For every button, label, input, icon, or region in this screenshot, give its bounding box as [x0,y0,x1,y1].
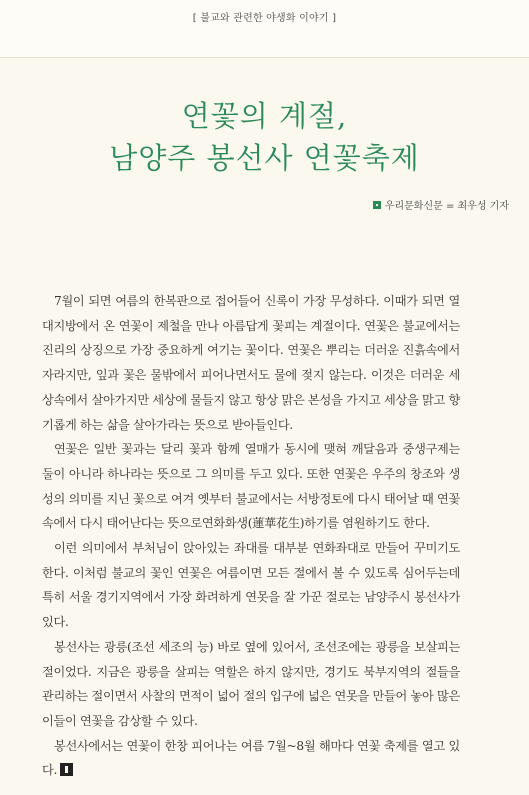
article-title-line1: 연꽃의 계절, [181,99,348,133]
paragraph-3: 이런 의미에서 부처님이 앉아있는 좌대를 대부분 연화좌대로 만들어 꾸미기도 한다. 이처럼 불교의 꽃인 연꽃은 여름이면 모든 절에서 볼 수 있도록 심어두는데 특히 서울 경기지역에서 가장 화려하게 연못을 잘 가꾼 절로는 남양주시 봉선사가 있다. [42,541,460,630]
end-of-article-icon [60,763,73,776]
paragraph-2: 연꽃은 일반 꽃과는 달리 꽃과 함께 열매가 동시에 맺혀 깨달음과 중생구제는 둘이 아니라 하나라는 뜻으로 그 의미를 두고 있다. 또한 연꽃은 우주의 창조와 생성의 의미를 지닌 꽃으로 여겨 옛부터 불교에서는 서방정토에 다시 태어날 때 연꽃 속에서 다시 태어난다는 뜻으로연화화생(蓮華花生)하기를 염원하기도 한다. [42,442,460,531]
green-square-icon [373,201,381,209]
byline [373,197,509,212]
paragraph-5-text: 봉선사에서는 연꽃이 한창 피어나는 여름 7월~8월 해마다 연꽃 축제를 열고 있다. [42,738,460,778]
article-title-line2: 남양주 봉선사 연꽃축제 [109,141,420,175]
paragraph-5 [42,734,460,783]
paragraph-1: 7월이 되면 여름의 한복판으로 접어들어 신록이 가장 무성하다. 이때가 되면 열대지방에서 온 연꽃이 제철을 만나 아름답게 꽃피는 계절이다. 연꽃은 불교에서는 진리의 상징으로 가장 중요하게 여기는 꽃이다. 연꽃은 뿌리는 더러운 진흙속에서 자라지만, 잎과 꽃은 물밖에서 피어나면서도 물에 젖지 않는다. 이것은 더러운 세상속에서 살아가지만 세상에 물들지 않고 항상 맑은 본성을 가지고 세상을 맑고 향기롭게 하는 삶을 살아가라는 뜻으로 받아들인다. [42,294,460,432]
byline-text: 우리문화신문 = 최우성 기자 [384,201,509,212]
article-body [42,289,460,783]
section-label: [ 불교와 관련한 야생화 이야기 ] [192,13,337,24]
paragraph-4: 봉선사는 광릉(조선 세조의 능) 바로 옆에 있어서, 조선조에는 광릉을 보살피는 절이었다. 지금은 광릉을 살피는 역할은 하지 않지만, 경기도 북부지역의 절들을 관리하는 절이면서 사찰의 면적이 넓어 절의 입구에 넓은 연못을 만들어 놓아 많은 이들이 연꽃을 감상할 수 있다. [42,639,460,728]
